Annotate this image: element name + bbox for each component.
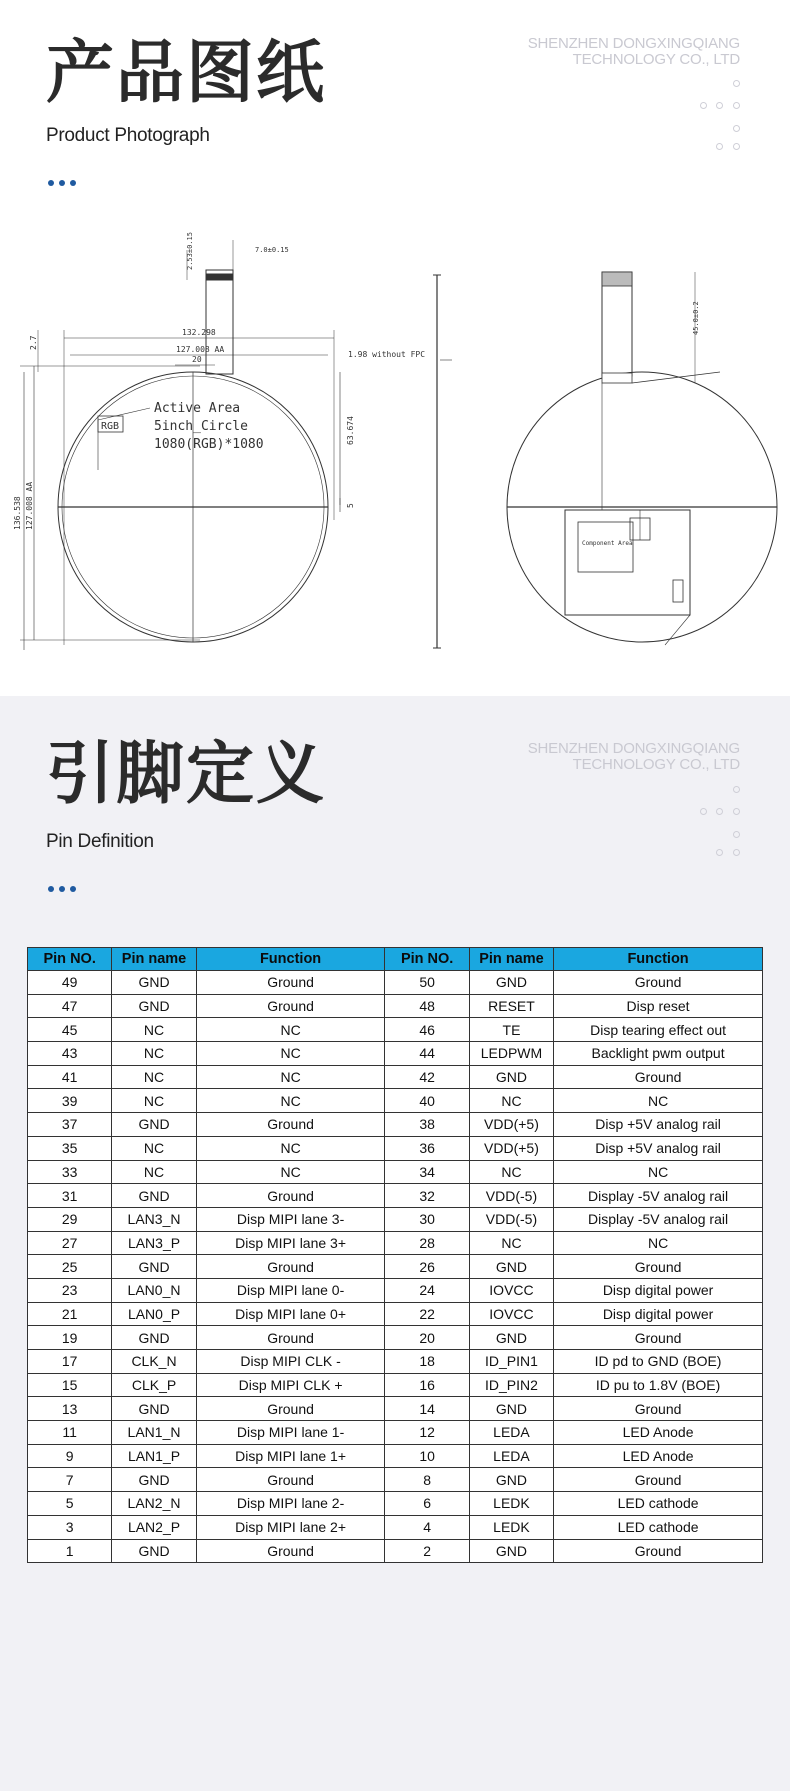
pin-function-cell: LED cathode [554, 1492, 763, 1516]
pin-number-cell: 27 [28, 1231, 112, 1255]
pin-number-cell: 2 [385, 1539, 469, 1563]
table-row [28, 1444, 763, 1468]
pin-name-cell: GND [469, 1326, 553, 1350]
pin-name-cell: NC [112, 1018, 196, 1042]
pin-number-cell: 16 [385, 1373, 469, 1397]
pin-name-cell: LEDA [469, 1421, 553, 1445]
table-row [28, 1539, 763, 1563]
table-header-row [28, 948, 763, 971]
pin-number-cell: 34 [385, 1160, 469, 1184]
table-row [28, 994, 763, 1018]
pin-function-cell: Ground [196, 1397, 385, 1421]
dimension-fpc-thickness: 2.53±0.15 [186, 232, 194, 270]
header-pin-no: Pin NO. [385, 948, 469, 971]
drawing-active-area-label: Active Area [154, 401, 241, 416]
pin-name-cell: GND [112, 971, 196, 995]
section-title-zh: 产品图纸 [46, 34, 327, 113]
pin-name-cell: GND [469, 1468, 553, 1492]
pin-function-cell: Ground [554, 1397, 763, 1421]
pin-name-cell: VDD(+5) [469, 1136, 553, 1160]
pin-name-cell: CLK_N [112, 1350, 196, 1374]
pin-function-cell: ID pu to 1.8V (BOE) [554, 1373, 763, 1397]
table-row [28, 1350, 763, 1374]
pin-function-cell: Ground [196, 994, 385, 1018]
pin-name-cell: IOVCC [469, 1278, 553, 1302]
pin-name-cell: LAN1_N [112, 1421, 196, 1445]
pin-number-cell: 21 [28, 1302, 112, 1326]
pin-number-cell: 15 [28, 1373, 112, 1397]
pin-function-cell: Ground [554, 1468, 763, 1492]
dimension-five: 5 [346, 503, 355, 508]
pin-number-cell: 18 [385, 1350, 469, 1374]
pin-number-cell: 20 [385, 1326, 469, 1350]
pin-name-cell: ID_PIN2 [469, 1373, 553, 1397]
pin-function-cell: Disp MIPI lane 3+ [196, 1231, 385, 1255]
pin-function-cell: Display -5V analog rail [554, 1207, 763, 1231]
pin-function-cell: Disp MIPI lane 0- [196, 1278, 385, 1302]
pin-number-cell: 44 [385, 1042, 469, 1066]
pin-number-cell: 25 [28, 1255, 112, 1279]
table-row [28, 1421, 763, 1445]
header-pin-name: Pin name [469, 948, 553, 971]
pin-function-cell: Disp MIPI lane 1- [196, 1421, 385, 1445]
pin-name-cell: LEDPWM [469, 1042, 553, 1066]
pin-number-cell: 43 [28, 1042, 112, 1066]
dimension-thickness: 1.98 without FPC [348, 350, 426, 359]
pin-name-cell: GND [112, 1468, 196, 1492]
component-area-box [565, 510, 690, 615]
pin-function-cell: NC [554, 1089, 763, 1113]
pin-name-cell: GND [112, 1326, 196, 1350]
pin-function-cell: Ground [554, 1539, 763, 1563]
pin-name-cell: GND [469, 1065, 553, 1089]
fpc-tail [206, 270, 233, 374]
pin-function-cell: LED Anode [554, 1421, 763, 1445]
header-function: Function [554, 948, 763, 971]
pin-function-cell: Disp MIPI CLK + [196, 1373, 385, 1397]
pin-number-cell: 33 [28, 1160, 112, 1184]
product-technical-drawing [0, 232, 790, 660]
pin-number-cell: 3 [28, 1515, 112, 1539]
pin-function-cell: LED Anode [554, 1444, 763, 1468]
pin-name-cell: LAN0_N [112, 1278, 196, 1302]
pin-name-cell: GND [469, 1255, 553, 1279]
pin-function-cell: Disp +5V analog rail [554, 1113, 763, 1137]
pin-name-cell: LEDA [469, 1444, 553, 1468]
pin-number-cell: 24 [385, 1278, 469, 1302]
pin-function-cell: Disp digital power [554, 1302, 763, 1326]
pin-number-cell: 35 [28, 1136, 112, 1160]
pin-name-cell: VDD(+5) [469, 1113, 553, 1137]
pin-number-cell: 26 [385, 1255, 469, 1279]
table-row [28, 1160, 763, 1184]
pin-name-cell: GND [112, 1113, 196, 1137]
pin-number-cell: 50 [385, 971, 469, 995]
drawing-rgb-label: RGB [101, 421, 120, 432]
fpc-connector [206, 274, 233, 280]
company-watermark [528, 36, 740, 68]
pin-number-cell: 23 [28, 1278, 112, 1302]
table-row [28, 1065, 763, 1089]
pin-number-cell: 40 [385, 1089, 469, 1113]
header-pin-name: Pin name [112, 948, 196, 971]
pin-name-cell: LAN1_P [112, 1444, 196, 1468]
pin-name-cell: LAN2_N [112, 1492, 196, 1516]
company-name-line2: TECHNOLOGY CO., LTD [572, 756, 740, 773]
table-row [28, 971, 763, 995]
company-name-line1: SHENZHEN DONGXINGQIANG [527, 740, 740, 757]
pin-number-cell: 49 [28, 971, 112, 995]
pin-name-cell: LEDK [469, 1492, 553, 1516]
pin-number-cell: 28 [385, 1231, 469, 1255]
pin-number-cell: 39 [28, 1089, 112, 1113]
pin-function-cell: Ground [554, 1065, 763, 1089]
pin-function-cell: Disp MIPI lane 1+ [196, 1444, 385, 1468]
dimension-side-length: 45.0±0.2 [692, 301, 700, 335]
pin-number-cell: 30 [385, 1207, 469, 1231]
pin-name-cell: NC [469, 1089, 553, 1113]
pin-name-cell: NC [469, 1160, 553, 1184]
back-fpc-tail [602, 272, 632, 376]
table-row [28, 1207, 763, 1231]
pin-number-cell: 7 [28, 1468, 112, 1492]
pin-name-cell: GND [112, 1539, 196, 1563]
pin-function-cell: NC [196, 1136, 385, 1160]
drawing-resolution-label: 1080(RGB)*1080 [154, 437, 264, 452]
pin-number-cell: 11 [28, 1421, 112, 1445]
dimension-overall-width: 132.298 [182, 328, 216, 337]
table-row [28, 1397, 763, 1421]
table-row [28, 1113, 763, 1137]
pin-name-cell: GND [112, 994, 196, 1018]
pin-function-cell: NC [196, 1065, 385, 1089]
pin-name-cell: NC [112, 1136, 196, 1160]
pin-number-cell: 13 [28, 1397, 112, 1421]
pin-number-cell: 4 [385, 1515, 469, 1539]
table-row [28, 1255, 763, 1279]
component-area-label: Component Area [582, 540, 633, 547]
pin-number-cell: 14 [385, 1397, 469, 1421]
table-row [28, 1231, 763, 1255]
pin-name-cell: CLK_P [112, 1373, 196, 1397]
pin-name-cell: NC [112, 1160, 196, 1184]
pin-name-cell: GND [112, 1184, 196, 1208]
pin-table-body [28, 971, 763, 1563]
pin-function-cell: Disp MIPI CLK - [196, 1350, 385, 1374]
pin-function-cell: Ground [196, 1255, 385, 1279]
pin-name-cell: LAN2_P [112, 1515, 196, 1539]
pin-number-cell: 41 [28, 1065, 112, 1089]
pin-function-cell: NC [196, 1160, 385, 1184]
table-row [28, 1136, 763, 1160]
pin-function-cell: Ground [196, 1184, 385, 1208]
pin-name-cell: LAN0_P [112, 1302, 196, 1326]
table-row [28, 1042, 763, 1066]
company-name-line2: TECHNOLOGY CO., LTD [572, 51, 740, 68]
company-name-line1: SHENZHEN DONGXINGQIANG [527, 35, 740, 52]
pin-name-cell: GND [112, 1397, 196, 1421]
pin-number-cell: 19 [28, 1326, 112, 1350]
pin-name-cell: VDD(-5) [469, 1207, 553, 1231]
section-dots-decoration [48, 886, 76, 892]
pin-function-cell: Display -5V analog rail [554, 1184, 763, 1208]
pin-definition-table [27, 947, 763, 1563]
table-row [28, 1089, 763, 1113]
header-pin-no: Pin NO. [28, 948, 112, 971]
pin-function-cell: Disp MIPI lane 3- [196, 1207, 385, 1231]
table-row [28, 1492, 763, 1516]
pin-function-cell: Disp tearing effect out [554, 1018, 763, 1042]
pin-function-cell: Ground [196, 1326, 385, 1350]
pin-name-cell: GND [469, 1397, 553, 1421]
pin-number-cell: 1 [28, 1539, 112, 1563]
pin-number-cell: 17 [28, 1350, 112, 1374]
header-function: Function [196, 948, 385, 971]
pin-function-cell: Ground [196, 1539, 385, 1563]
table-row [28, 1326, 763, 1350]
pin-function-cell: Ground [554, 971, 763, 995]
dimension-fpc-offset: 20 [192, 355, 202, 364]
dimension-fpc-width: 7.0±0.15 [255, 246, 289, 254]
drawing-size-label: 5inch_Circle [154, 419, 248, 434]
pin-number-cell: 22 [385, 1302, 469, 1326]
pin-number-cell: 32 [385, 1184, 469, 1208]
pin-function-cell: Disp MIPI lane 2+ [196, 1515, 385, 1539]
table-row [28, 1278, 763, 1302]
pin-name-cell: LEDK [469, 1515, 553, 1539]
pin-function-cell: NC [554, 1231, 763, 1255]
section-subtitle-en: Pin Definition [46, 831, 154, 852]
pin-function-cell: NC [554, 1160, 763, 1184]
pin-function-cell: Backlight pwm output [554, 1042, 763, 1066]
table-row [28, 1515, 763, 1539]
pin-function-cell: NC [196, 1042, 385, 1066]
table-row [28, 1018, 763, 1042]
pin-function-cell: NC [196, 1018, 385, 1042]
pin-function-cell: Disp reset [554, 994, 763, 1018]
pin-number-cell: 47 [28, 994, 112, 1018]
pin-function-cell: ID pd to GND (BOE) [554, 1350, 763, 1374]
pin-name-cell: NC [112, 1089, 196, 1113]
pin-number-cell: 6 [385, 1492, 469, 1516]
dimension-top-gap: 2.7 [29, 335, 38, 350]
table-row [28, 1302, 763, 1326]
pin-name-cell: RESET [469, 994, 553, 1018]
table-row [28, 1184, 763, 1208]
section-dots-decoration [48, 180, 76, 186]
pin-function-cell: Ground [196, 971, 385, 995]
pin-function-cell: NC [196, 1089, 385, 1113]
pin-number-cell: 5 [28, 1492, 112, 1516]
pin-name-cell: NC [112, 1042, 196, 1066]
pin-name-cell: NC [112, 1065, 196, 1089]
pin-function-cell: LED cathode [554, 1515, 763, 1539]
pin-name-cell: NC [469, 1231, 553, 1255]
dimension-aa-width: 127.008 AA [176, 345, 225, 354]
section-subtitle-en: Product Photograph [46, 125, 210, 146]
pin-name-cell: LAN3_P [112, 1231, 196, 1255]
pin-function-cell: Disp MIPI lane 2- [196, 1492, 385, 1516]
dimension-aa-height: 127.008 AA [25, 481, 34, 530]
pin-name-cell: GND [469, 1539, 553, 1563]
company-watermark [528, 741, 740, 773]
pin-number-cell: 31 [28, 1184, 112, 1208]
section-title-zh: 引脚定义 [46, 735, 327, 814]
dimension-right-height: 63.674 [346, 416, 355, 445]
pin-number-cell: 10 [385, 1444, 469, 1468]
pin-number-cell: 46 [385, 1018, 469, 1042]
pin-number-cell: 48 [385, 994, 469, 1018]
pin-function-cell: Ground [554, 1326, 763, 1350]
pin-name-cell: TE [469, 1018, 553, 1042]
pin-number-cell: 37 [28, 1113, 112, 1137]
pin-number-cell: 12 [385, 1421, 469, 1445]
table-row [28, 1373, 763, 1397]
pin-function-cell: Disp +5V analog rail [554, 1136, 763, 1160]
pin-name-cell: IOVCC [469, 1302, 553, 1326]
pin-name-cell: VDD(-5) [469, 1184, 553, 1208]
pin-name-cell: ID_PIN1 [469, 1350, 553, 1374]
pin-name-cell: GND [469, 971, 553, 995]
pin-number-cell: 8 [385, 1468, 469, 1492]
pin-number-cell: 38 [385, 1113, 469, 1137]
table-row [28, 1468, 763, 1492]
pin-function-cell: Disp digital power [554, 1278, 763, 1302]
pin-function-cell: Disp MIPI lane 0+ [196, 1302, 385, 1326]
pin-function-cell: Ground [554, 1255, 763, 1279]
pin-number-cell: 9 [28, 1444, 112, 1468]
pin-number-cell: 36 [385, 1136, 469, 1160]
pin-function-cell: Ground [196, 1468, 385, 1492]
pin-name-cell: LAN3_N [112, 1207, 196, 1231]
pin-name-cell: GND [112, 1255, 196, 1279]
dimension-overall-height: 136.538 [13, 496, 22, 530]
product-drawing-section [0, 0, 790, 696]
pin-number-cell: 45 [28, 1018, 112, 1042]
pin-number-cell: 42 [385, 1065, 469, 1089]
pin-function-cell: Ground [196, 1113, 385, 1137]
pin-number-cell: 29 [28, 1207, 112, 1231]
